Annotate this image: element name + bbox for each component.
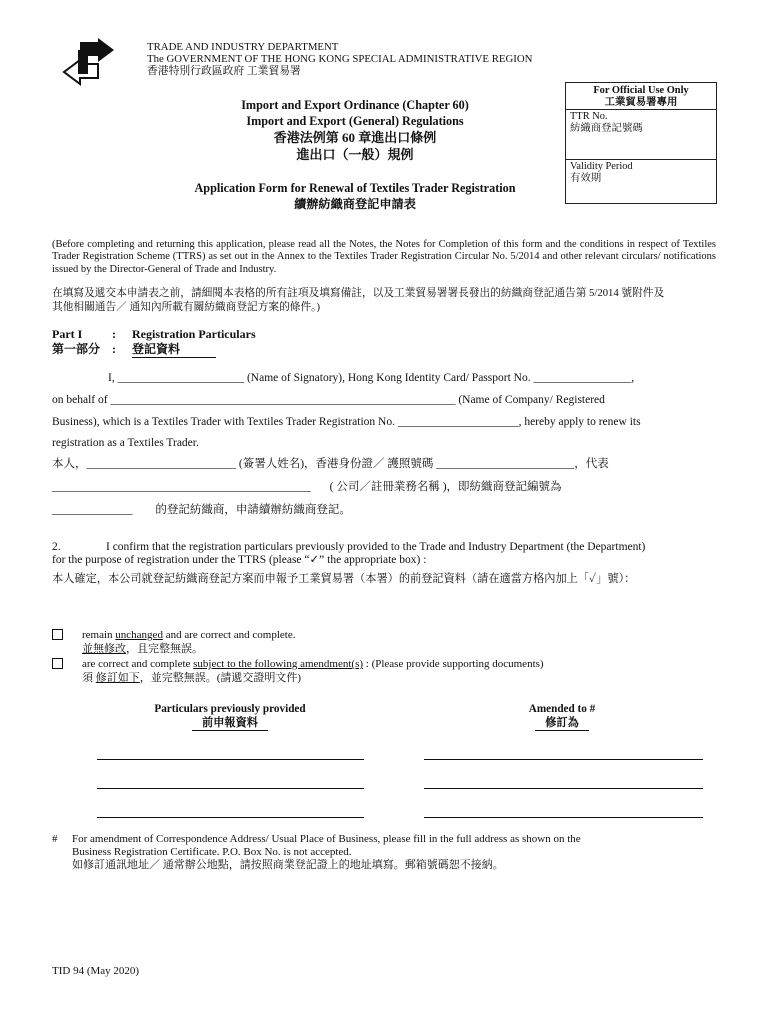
previous-particulars-line-2[interactable] — [97, 788, 364, 789]
ordinance-zh: 香港法例第 60 章進出口條例 — [273, 130, 437, 145]
previous-particulars-line-1[interactable] — [97, 759, 364, 760]
confirmation-en-2: for the purpose of registration under the TTRS (please “✓” the appropriate box) : — [52, 554, 427, 566]
official-use-box — [565, 82, 717, 204]
amended-to-line-1[interactable] — [424, 759, 703, 760]
unchanged-option — [82, 628, 296, 656]
amended-option — [82, 657, 544, 685]
ttr-label-zh: 紡織商登記號碼 — [570, 123, 643, 134]
footnote-zh: 如修訂通訊地址／ 通常辦公地點，請按照商業登記證上的地址填寫。郵箱號碼恕不接納。 — [72, 859, 504, 871]
govt-name-zh: 香港特別行政區政府 工業貿易署 — [147, 65, 301, 77]
opt2-pre: are correct and complete — [82, 658, 194, 670]
ordinance-titles — [150, 97, 560, 163]
opt1-underlined: unchanged — [115, 629, 163, 641]
registration-no-blank[interactable]: ______________ — [52, 504, 133, 516]
previous-particulars-header — [120, 702, 340, 731]
regulations-en: Import and Export (General) Regulations — [246, 114, 464, 128]
instructions-zh-line1: 在填寫及遞交本申請表之前，請細閱本表格的所有註項及填寫備註，以及工業貿易署署長發出的紡織商登記通告第 5/2014 號附件及 — [52, 287, 665, 299]
declaration-line-2[interactable]: on behalf of ____________________________________________________________ (Name of Company/ Registered — [52, 394, 605, 406]
opt2-underlined: subject to the following amendment(s) — [193, 658, 364, 670]
declaration-zh-line-1[interactable]: 本人，__________________________ (簽署人姓名)，香港身份證／ 護照號碼 ________________________，代表 — [52, 458, 609, 470]
amended-to-en: Amended to # — [528, 703, 596, 715]
company-name-blank[interactable]: _____________________________________________ — [52, 481, 311, 493]
address-footnote — [52, 833, 720, 872]
confirmation-statement — [52, 541, 720, 567]
opt2-zh-pre: 須 — [82, 672, 96, 684]
amended-to-line-3[interactable] — [424, 817, 703, 818]
amended-to-header — [462, 702, 662, 731]
part-label-en: Part I — [52, 327, 83, 341]
govt-name-en: The GOVERNMENT OF THE HONG KONG SPECIAL ADMINISTRATIVE REGION — [147, 53, 533, 65]
department-header — [147, 41, 532, 77]
instructions-en: (Before completing and returning this application, please read all the Notes, the Notes for Completion of this form and the conditions in respect of Textiles Trader Registration Scheme (TTRS) as set out in the Annex to the Textiles Trader Registration Circular No. 5/2014 and other relevant circulars/ notifications issued by the Director-General of Trade and Industry. — [52, 239, 716, 275]
part-colon: : — [112, 327, 116, 341]
confirmation-zh: 本人確定，本公司就登記紡織商登記方案而申報予工業貿易署（本署）的前登記資料（請在適當方格內加上「✓」號）： — [52, 573, 636, 585]
part-one-heading — [52, 327, 256, 358]
opt1-post: and are correct and complete. — [162, 629, 296, 641]
validity-label-zh: 有效期 — [570, 173, 602, 184]
part-title-en: Registration Particulars — [132, 327, 256, 341]
form-code: TID 94 (May 2020) — [52, 965, 140, 977]
validity-period-field[interactable] — [566, 160, 716, 186]
footnote-line-2: Business Registration Certificate. P.O. Box No. is not accepted. — [72, 846, 352, 858]
ttr-number-field[interactable] — [566, 110, 716, 160]
opt1-zh-post: ，且完整無誤。 — [126, 643, 203, 655]
official-use-zh: 工業貿易署專用 — [604, 97, 678, 108]
declaration-line-1[interactable]: I, ______________________ (Name of Signatory), Hong Kong Identity Card/ Passport No. _________________, — [108, 372, 635, 384]
footnote-line-1: For amendment of Correspondence Address/ Usual Place of Business, please fill in the full address as shown on the — [72, 833, 581, 845]
dept-name-en: TRADE AND INDUSTRY DEPARTMENT — [147, 41, 339, 53]
opt2-post: : (Please provide supporting documents) — [363, 658, 544, 670]
instructions-zh — [52, 286, 716, 314]
previous-particulars-en: Particulars previously provided — [154, 703, 306, 715]
declaration-line-3[interactable]: Business), which is a Textiles Trader with Textiles Trader Registration No. _____________________, hereby apply to renew its — [52, 416, 641, 428]
opt2-zh-underlined: 修訂如下 — [95, 672, 140, 684]
item-number: 2. — [52, 541, 61, 553]
tid-logo-icon — [62, 38, 116, 88]
official-use-en: For Official Use Only — [593, 85, 689, 96]
instructions-zh-line2: 其他相關通告／ 通知內所載有關紡織商登記方案的條件。) — [52, 301, 321, 313]
opt2-zh-post: ，並完整無誤。(請遞交證明文件) — [139, 672, 302, 684]
declaration-zh-line-3[interactable] — [52, 503, 732, 517]
form-title-zh: 續辦紡織商登記申請表 — [294, 197, 416, 211]
opt1-zh-underlined: 並無修改 — [82, 643, 126, 655]
footnote-mark: # — [52, 833, 58, 845]
unchanged-checkbox[interactable] — [52, 629, 63, 640]
confirmation-en-1: I confirm that the registration particulars previously provided to the Trade and Industry Department (the Department) — [106, 541, 646, 553]
ttr-label-en: TTR No. — [570, 111, 608, 122]
previous-particulars-line-3[interactable] — [97, 817, 364, 818]
declaration-line-4: registration as a Textiles Trader. — [52, 437, 199, 449]
declaration-zh-line-2[interactable] — [52, 480, 732, 494]
part-title-zh: 登記資料 — [132, 342, 216, 358]
ordinance-en: Import and Export Ordinance (Chapter 60) — [241, 98, 469, 112]
amended-to-zh: 修訂為 — [535, 716, 589, 731]
opt1-pre: remain — [82, 629, 116, 641]
form-title — [150, 180, 560, 212]
amended-to-line-2[interactable] — [424, 788, 703, 789]
amended-checkbox[interactable] — [52, 658, 63, 669]
part-label-zh: 第一部分 — [52, 342, 101, 356]
previous-particulars-zh: 前申報資料 — [192, 716, 268, 731]
validity-label-en: Validity Period — [570, 161, 633, 172]
registration-no-label-zh: 的登記紡織商，申請續辦紡織商登記。 — [155, 504, 351, 516]
part-colon-zh: : — [112, 342, 116, 356]
regulations-zh: 進出口（一般）規例 — [296, 147, 414, 162]
company-name-label-zh: ( 公司／註冊業務名稱 )，即紡織商登記編號為 — [329, 481, 562, 493]
form-title-en: Application Form for Renewal of Textiles Trader Registration — [194, 181, 516, 195]
official-use-header — [566, 83, 716, 110]
